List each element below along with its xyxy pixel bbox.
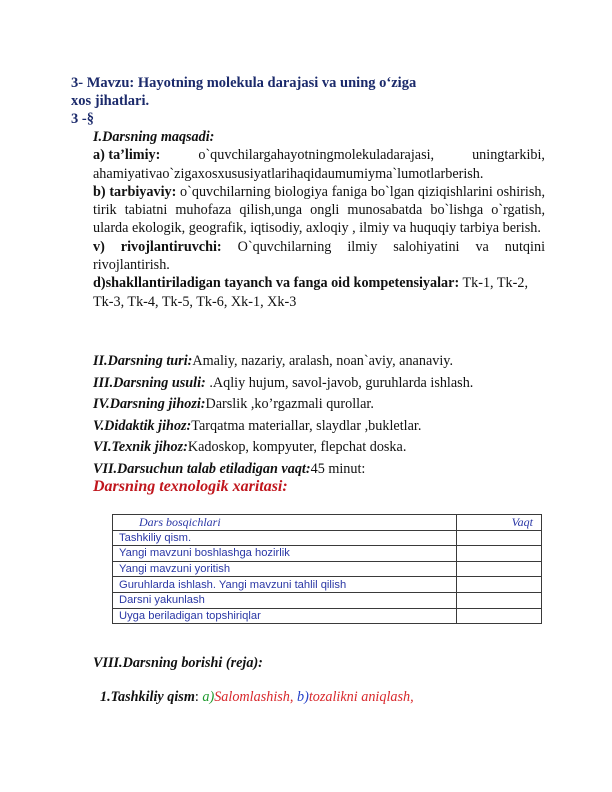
technical-equipment: VI.Texnik jihoz:Kadoskop, kompyuter, flepchat doska.	[93, 439, 407, 456]
column-header-stages: Dars bosqichlari	[113, 515, 457, 531]
tech-map-title: Darsning texnologik xaritasi:	[93, 478, 288, 495]
lesson-duration: VII.Darsuchun talab etiladigan vaqt:45 minut:	[93, 460, 366, 477]
lesson-method: III.Darsning usuli: .Aqliy hujum, savol-javob, guruhlarda ishlash.	[93, 374, 474, 391]
table-row: Darsni yakunlash	[113, 592, 542, 608]
goal-v-label: v) rivojlantiruvchi:	[93, 238, 222, 255]
goal-v	[93, 238, 545, 275]
table-row: Yangi mavzuni yoritish	[113, 561, 542, 577]
table-row: Yangi mavzuni boshlashga hozirlik	[113, 546, 542, 562]
lesson-title-line-2: xos jihatlari.	[71, 93, 150, 109]
lesson-info-list	[93, 351, 553, 481]
goal-b-text: o`quvchilarning biologiya faniga bo`lgan qiziqishlarini oshirish, tirik tabiatni muhofaza qilish,unga ongli munosabatda bo`lishga o`rgatish, ularda ekologik, geografik, iqtisodiy, axloqiy , ilmiy va huquqiy tarbiya berish.	[93, 183, 545, 237]
lesson-title-line-1: 3- Mavzu: Hayotning molekula darajasi va uning o‘ziga	[71, 75, 417, 91]
goals-block	[93, 128, 545, 311]
section-number: 3 -§	[71, 111, 94, 127]
goal-b-label: b) tarbiyaviy:	[93, 183, 177, 200]
goal-d-text: Tk-1, Tk-2, Tk-3, Tk-4, Tk-5, Tk-6, Xk-1, Xk-3	[93, 275, 529, 310]
goal-a-line-2: ahamiyativao`zigaxosxususiyatlarihaqidaumumiyma`lumotlarberish.	[93, 165, 484, 182]
goal-a-label: a) ta’limiy:	[93, 147, 161, 164]
goals-title: I.Darsning maqsadi:	[93, 129, 215, 145]
goal-a-text-line: o`quvchilargahayotningmolekuladarajasi,	[198, 147, 435, 164]
lesson-type: II.Darsning turi:Amaliy, nazariy, aralash, noan`aviy, ananaviy.	[93, 353, 454, 369]
goal-a-line-1: a) ta’limiy: o`quvchilargahayotningmolekuladarajasi, uningtarkibi,	[93, 147, 545, 164]
table-header-row	[113, 515, 542, 531]
organizational-part: 1.Tashkiliy qism: a)Salomlashish, b)tozalikni aniqlash,	[100, 689, 414, 705]
didactic-equipment: V.Didaktik jihoz:Tarqatma materiallar, slaydlar ,bukletlar.	[93, 417, 422, 434]
table-row: Uyga beriladigan topshiriqlar	[113, 608, 542, 624]
lesson-equipment: IV.Darsning jihozi:Darslik ,ko’rgazmali qurollar.	[93, 396, 374, 413]
column-header-time: Vaqt	[457, 515, 542, 531]
tech-map-table	[112, 514, 542, 624]
table-row: Guruhlarda ishlash. Yangi mavzuni tahlil qilish	[113, 577, 542, 593]
goal-b	[93, 183, 545, 238]
goal-d	[93, 274, 545, 311]
table-row: Tashkiliy qism.	[113, 530, 542, 546]
lesson-heading	[71, 74, 551, 128]
lesson-progress-title: VIII.Darsning borishi (reja):	[93, 655, 263, 671]
goal-v-text: O`quvchilarning ilmiy salohiyatini va nutqini rivojlantirish.	[93, 238, 546, 274]
organizational-part-label: 1.Tashkiliy qism	[100, 689, 195, 705]
goal-d-label: d)shakllantiriladigan tayanch va fanga oid kompetensiyalar:	[93, 275, 460, 292]
